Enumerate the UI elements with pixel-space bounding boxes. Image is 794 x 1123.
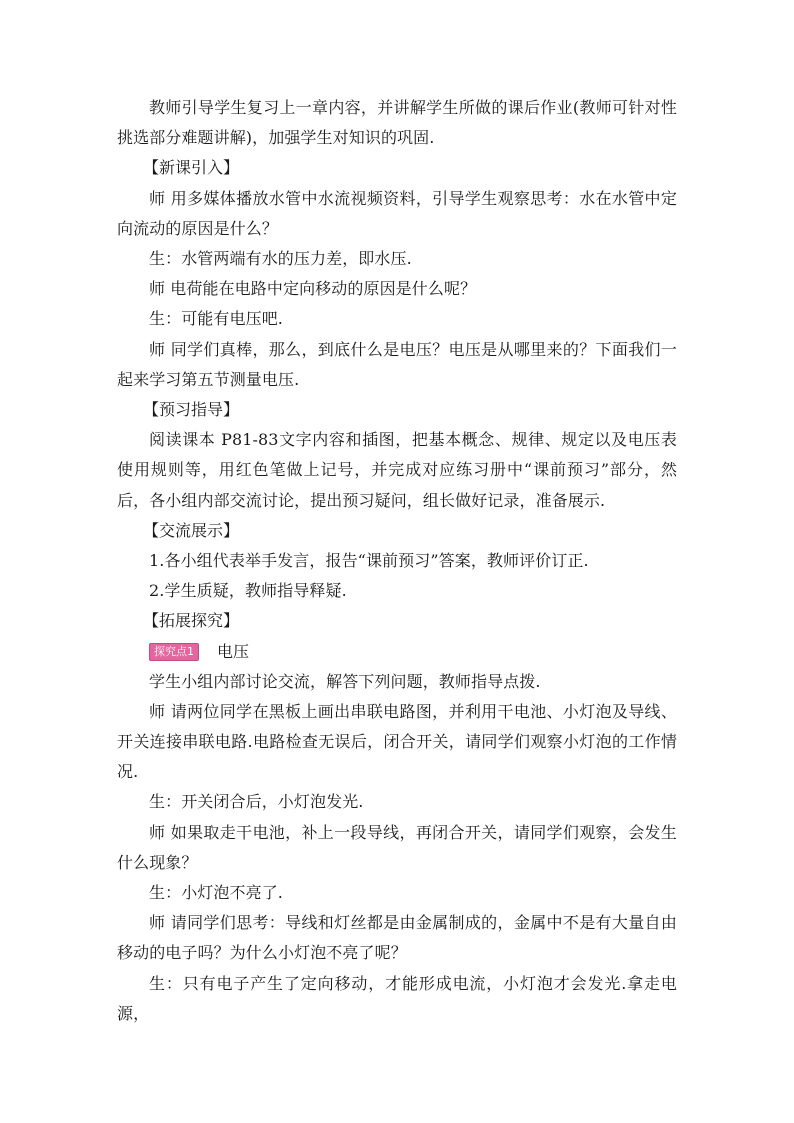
- paragraph-exchange-2: 2.学生质疑，教师指导释疑.: [149, 581, 347, 601]
- section-heading-exchange: 【交流展示】: [143, 520, 240, 540]
- paragraph-exchange-1: 1.各小组代表举手发言，报告“课前预习”答案，教师评价订正.: [149, 551, 589, 571]
- paragraph-student-voltage: 生：可能有电压吧.: [149, 309, 283, 329]
- paragraph-student-bulb-off: 生：小灯泡不亮了.: [149, 883, 283, 903]
- explore-point-title: 电压: [217, 641, 250, 661]
- section-heading-new-lesson: 【新课引入】: [143, 158, 240, 178]
- paragraph-teacher-charge: 师 电荷能在电路中定向移动的原因是什么呢？: [149, 279, 477, 299]
- paragraph-teacher-intro: 师 同学们真棒，那么，到底什么是电压？电压是从哪里来的？下面我们一起来学习第五节测量电压.: [117, 339, 677, 389]
- paragraph-student-answer: 生：只有电子产生了定向移动，才能形成电流，小灯泡才会发光.拿走电源，: [117, 973, 677, 1023]
- paragraph-teacher-think: 师 请同学们思考：导线和灯丝都是由金属制成的，金属中不是有大量自由移动的电子吗？为什么小灯泡不亮了呢？: [117, 913, 677, 963]
- paragraph-teacher-circuit: 师 请两位同学在黑板上画出串联电路图，并利用干电池、小灯泡及导线、开关连接串联电路.电路检查无误后，闭合开关，请同学们观察小灯泡的工作情况.: [117, 701, 677, 782]
- document-page: [117, 93, 677, 1029]
- paragraph-preview-reading: 阅读课本 P81-83文字内容和插图，把基本概念、规律、规定以及电压表使用规则等，用红色笔做上记号，并完成对应练习册中“课前预习”部分，然后，各小组内部交流讨论，提出预习疑问，组长做好记录，准备展示.: [117, 430, 677, 510]
- paragraph-student-bulb-on: 生：开关闭合后，小灯泡发光.: [149, 792, 364, 812]
- paragraph-teacher-video: 师 用多媒体播放水管中水流视频资料，引导学生观察思考：水在水管中定向流动的原因是什么？: [117, 188, 677, 238]
- paragraph-review: 教师引导学生复习上一章内容，并讲解学生所做的课后作业(教师可针对性挑选部分难题讲解)，加强学生对知识的巩固.: [117, 98, 677, 148]
- section-heading-explore: 【拓展探究】: [143, 611, 240, 631]
- paragraph-student-water-pressure: 生：水管两端有水的压力差，即水压.: [149, 249, 412, 269]
- section-heading-preview: 【预习指导】: [143, 400, 240, 420]
- paragraph-teacher-remove-battery: 师 如果取走干电池，补上一段导线，再闭合开关，请同学们观察，会发生什么现象？: [117, 822, 677, 872]
- explore-point-badge: 探究点1: [149, 643, 199, 661]
- explore-point-heading: [117, 637, 677, 667]
- paragraph-group-discussion: 学生小组内部讨论交流，解答下列问题，教师指导点拨.: [149, 671, 541, 691]
